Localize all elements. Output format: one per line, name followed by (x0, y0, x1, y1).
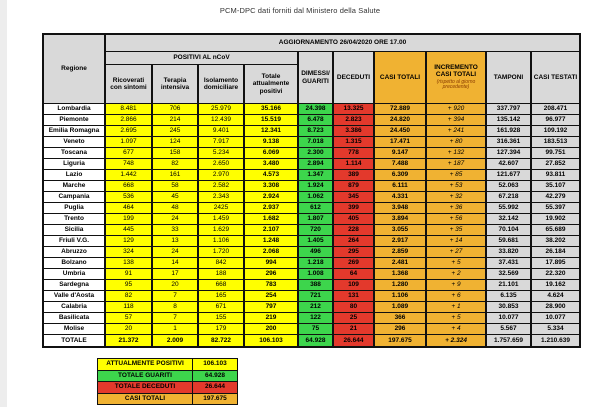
casi-totali-cell: 2.859 (374, 247, 426, 258)
dimessi-guariti-cell: 721 (298, 291, 333, 302)
dimessi-guariti-cell: 64.928 (298, 335, 333, 347)
totale-positivi-cell: 797 (244, 302, 298, 313)
terapia-intensiva-cell: 2.009 (152, 335, 198, 347)
casi-testati-cell: 55.397 (531, 203, 580, 214)
dimessi-guariti-cell: 1.807 (298, 214, 333, 225)
deceduti-cell: 228 (333, 225, 374, 236)
ricoverati-cell: 118 (105, 302, 152, 313)
tamponi-cell: 121.677 (486, 170, 531, 181)
table-row (43, 126, 580, 137)
casi-testati-cell: 65.689 (531, 225, 580, 236)
casi-testati-cell: 22.320 (531, 269, 580, 280)
totale-positivi-cell: 783 (244, 280, 298, 291)
terapia-intensiva-cell: 8 (152, 302, 198, 313)
terapia-intensiva-cell: 214 (152, 115, 198, 126)
table-row (43, 280, 580, 291)
terapia-intensiva-cell: 82 (152, 159, 198, 170)
ricoverati-cell: 668 (105, 181, 152, 192)
dimessi-guariti-cell: 612 (298, 203, 333, 214)
isolamento-cell: 2.343 (198, 192, 244, 203)
table-row (43, 137, 580, 148)
isolamento-cell: 1.106 (198, 236, 244, 247)
casi-testati-cell: 28.900 (531, 302, 580, 313)
casi-totali-header: CASI TOTALI (374, 52, 426, 104)
isolamento-cell: 9.401 (198, 126, 244, 137)
incremento-cell: + 187 (426, 159, 486, 170)
table-row (43, 192, 580, 203)
summary-row (98, 382, 238, 394)
isolamento-cell: 842 (198, 258, 244, 269)
table-row (43, 313, 580, 324)
region-name: Toscana (43, 148, 105, 159)
dimessi-guariti-cell: 1.924 (298, 181, 333, 192)
ricoverati-cell: 2.695 (105, 126, 152, 137)
incremento-cell: + 53 (426, 181, 486, 192)
terapia-intensiva-cell: 33 (152, 225, 198, 236)
table-row (43, 302, 580, 313)
isolamento-cell: 1.629 (198, 225, 244, 236)
summary-label: TOTALE DECEDUTI (98, 382, 193, 394)
totale-positivi-cell: 2.937 (244, 203, 298, 214)
totale-positivi-cell: 1.682 (244, 214, 298, 225)
tamponi-cell: 21.101 (486, 280, 531, 291)
region-name: Friuli V.G. (43, 236, 105, 247)
terapia-intensiva-cell: 20 (152, 280, 198, 291)
region-name: Abruzzo (43, 247, 105, 258)
ricoverati-cell: 20 (105, 324, 152, 335)
casi-testati-cell: 42.279 (531, 192, 580, 203)
table-row (43, 236, 580, 247)
casi-testati-header: CASI TESTATI (531, 52, 580, 104)
region-name: Sardegna (43, 280, 105, 291)
deceduti-cell: 399 (333, 203, 374, 214)
dimessi-guariti-cell: 7.018 (298, 137, 333, 148)
deceduti-cell: 13.325 (333, 104, 374, 115)
deceduti-cell: 1.315 (333, 137, 374, 148)
deceduti-cell: 26.644 (333, 335, 374, 347)
terapia-intensiva-cell: 161 (152, 170, 198, 181)
totale-positivi-cell: 2.924 (244, 192, 298, 203)
casi-testati-cell: 27.852 (531, 159, 580, 170)
table-row (43, 324, 580, 335)
incremento-cell: + 36 (426, 203, 486, 214)
casi-testati-cell: 109.192 (531, 126, 580, 137)
region-name: Emilia Romagna (43, 126, 105, 137)
table-row (43, 148, 580, 159)
casi-totali-cell: 6.309 (374, 170, 426, 181)
casi-testati-cell: 5.334 (531, 324, 580, 335)
dimessi-guariti-cell: 1.347 (298, 170, 333, 181)
region-name: Trento (43, 214, 105, 225)
total-row (43, 335, 580, 347)
totale-positivi-cell: 3.308 (244, 181, 298, 192)
summary-row (98, 393, 238, 405)
terapia-intensiva-cell: 124 (152, 137, 198, 148)
region-name: Sicilia (43, 225, 105, 236)
incremento-cell: + 1 (426, 302, 486, 313)
dimessi-guariti-cell: 496 (298, 247, 333, 258)
region-name: Molise (43, 324, 105, 335)
incremento-cell: + 241 (426, 126, 486, 137)
summary-body (98, 359, 238, 405)
tamponi-cell: 127.394 (486, 148, 531, 159)
casi-totali-cell: 2.917 (374, 236, 426, 247)
casi-testati-cell: 99.751 (531, 148, 580, 159)
summary-label: TOTALE GUARITI (98, 370, 193, 382)
deceduti-cell: 778 (333, 148, 374, 159)
page-title: PCM-DPC dati forniti dal Ministero della Salute (219, 6, 381, 15)
totale-positivi-cell: 3.480 (244, 159, 298, 170)
table-row (43, 258, 580, 269)
casi-testati-cell: 19.162 (531, 280, 580, 291)
dimessi-guariti-cell: 1.405 (298, 236, 333, 247)
terapia-intensiva-cell: 14 (152, 258, 198, 269)
isolamento-cell: 2.970 (198, 170, 244, 181)
casi-testati-cell: 93.811 (531, 170, 580, 181)
totale-positivi-cell: 296 (244, 269, 298, 280)
isolamento-cell: 1.720 (198, 247, 244, 258)
deceduti-cell: 3.386 (333, 126, 374, 137)
dimessi-guariti-cell: 720 (298, 225, 333, 236)
incremento-cell: + 56 (426, 214, 486, 225)
isolamento-cell: 5.234 (198, 148, 244, 159)
ricoverati-cell: 445 (105, 225, 152, 236)
table-row (43, 170, 580, 181)
region-name: Marche (43, 181, 105, 192)
dimessi-guariti-cell: 1.008 (298, 269, 333, 280)
summary-value: 197.675 (193, 393, 238, 405)
incremento-header (426, 52, 486, 104)
positivi-group-header: POSITIVI AL nCoV (105, 52, 298, 65)
casi-totali-cell: 3.055 (374, 225, 426, 236)
isolamento-cell: 668 (198, 280, 244, 291)
summary-label: ATTUALMENTE POSITIVI (98, 359, 193, 371)
incremento-cell: + 85 (426, 170, 486, 181)
summary-value: 64.928 (193, 370, 238, 382)
terapia-intensiva-cell: 48 (152, 203, 198, 214)
tamponi-cell: 67.218 (486, 192, 531, 203)
table-row (43, 203, 580, 214)
deceduti-cell: 405 (333, 214, 374, 225)
deceduti-cell: 295 (333, 247, 374, 258)
tamponi-cell: 70.104 (486, 225, 531, 236)
region-name: Lombardia (43, 104, 105, 115)
incremento-cell: + 5 (426, 258, 486, 269)
isolamento-cell: 82.722 (198, 335, 244, 347)
totale-positivi-cell: 15.519 (244, 115, 298, 126)
casi-totali-cell: 1.089 (374, 302, 426, 313)
terapia-intensiva-cell: 7 (152, 313, 198, 324)
ricoverati-cell: 57 (105, 313, 152, 324)
summary-value: 26.644 (193, 382, 238, 394)
deceduti-cell: 64 (333, 269, 374, 280)
table-row (43, 181, 580, 192)
casi-totali-cell: 1.106 (374, 291, 426, 302)
dimessi-guariti-cell: 1.218 (298, 258, 333, 269)
isolamento-cell: 25.979 (198, 104, 244, 115)
table-row (43, 115, 580, 126)
dimessi-guariti-cell: 6.478 (298, 115, 333, 126)
tamponi-cell: 337.797 (486, 104, 531, 115)
incremento-cell: + 80 (426, 137, 486, 148)
casi-testati-cell: 10.077 (531, 313, 580, 324)
isolamento-cell: 188 (198, 269, 244, 280)
ricoverati-header: Ricoverati con sintomi (105, 65, 152, 104)
summary-row (98, 359, 238, 371)
tamponi-header: TAMPONI (486, 52, 531, 104)
terapia-intensiva-cell: 24 (152, 214, 198, 225)
casi-totali-cell: 4.331 (374, 192, 426, 203)
incremento-cell: + 14 (426, 236, 486, 247)
region-name: Valle d'Aosta (43, 291, 105, 302)
ricoverati-cell: 2.866 (105, 115, 152, 126)
casi-totali-cell: 7.488 (374, 159, 426, 170)
totale-positivi-cell: 12.341 (244, 126, 298, 137)
incremento-cell: + 6 (426, 291, 486, 302)
casi-testati-cell: 38.202 (531, 236, 580, 247)
ricoverati-cell: 82 (105, 291, 152, 302)
incremento-header-note: (rispetto al giorno precedente) (436, 78, 476, 91)
casi-totali-cell: 1.280 (374, 280, 426, 291)
ricoverati-cell: 21.372 (105, 335, 152, 347)
tamponi-cell: 1.757.659 (486, 335, 531, 347)
casi-totali-cell: 296 (374, 324, 426, 335)
tamponi-cell: 10.077 (486, 313, 531, 324)
tamponi-cell: 135.142 (486, 115, 531, 126)
deceduti-cell: 264 (333, 236, 374, 247)
ricoverati-cell: 138 (105, 258, 152, 269)
deceduti-header: DECEDUTI (333, 52, 374, 104)
dimessi-guariti-cell: 8.723 (298, 126, 333, 137)
terapia-intensiva-cell: 17 (152, 269, 198, 280)
ricoverati-cell: 8.481 (105, 104, 152, 115)
terapia-intensiva-cell: 158 (152, 148, 198, 159)
casi-totali-cell: 9.147 (374, 148, 426, 159)
casi-totali-cell: 197.675 (374, 335, 426, 347)
totale-positivi-cell: 2.068 (244, 247, 298, 258)
terapia-intensiva-cell: 24 (152, 247, 198, 258)
casi-totali-cell: 24.450 (374, 126, 426, 137)
incremento-cell: + 27 (426, 247, 486, 258)
incremento-header-label: INCREMENTO CASI TOTALI (434, 63, 478, 79)
casi-testati-cell: 96.977 (531, 115, 580, 126)
region-name: Veneto (43, 137, 105, 148)
incremento-cell: + 132 (426, 148, 486, 159)
ricoverati-cell: 677 (105, 148, 152, 159)
totale-positivi-cell: 2.107 (244, 225, 298, 236)
isolamento-cell: 165 (198, 291, 244, 302)
deceduti-cell: 80 (333, 302, 374, 313)
casi-totali-cell: 6.111 (374, 181, 426, 192)
table-row (43, 269, 580, 280)
deceduti-cell: 269 (333, 258, 374, 269)
deceduti-cell: 879 (333, 181, 374, 192)
totale-positivi-cell: 254 (244, 291, 298, 302)
page-edge (0, 0, 7, 407)
tamponi-cell: 32.569 (486, 269, 531, 280)
totale-positivi-header: Totale attualmente positivi (244, 65, 298, 104)
ricoverati-cell: 91 (105, 269, 152, 280)
dimessi-guariti-cell: 24.398 (298, 104, 333, 115)
ricoverati-cell: 748 (105, 159, 152, 170)
casi-testati-cell: 4.624 (531, 291, 580, 302)
summary-row (98, 370, 238, 382)
deceduti-cell: 131 (333, 291, 374, 302)
tamponi-cell: 59.681 (486, 236, 531, 247)
ricoverati-cell: 1.442 (105, 170, 152, 181)
deceduti-cell: 1.114 (333, 159, 374, 170)
terapia-intensiva-cell: 7 (152, 291, 198, 302)
terapia-intensiva-cell: 45 (152, 192, 198, 203)
casi-totali-cell: 17.471 (374, 137, 426, 148)
ricoverati-cell: 324 (105, 247, 152, 258)
dimessi-guariti-cell: 212 (298, 302, 333, 313)
table-row (43, 225, 580, 236)
terapia-intensiva-cell: 13 (152, 236, 198, 247)
totale-positivi-cell: 994 (244, 258, 298, 269)
totale-positivi-cell: 6.069 (244, 148, 298, 159)
dimessi-guariti-cell: 75 (298, 324, 333, 335)
casi-totali-cell: 24.820 (374, 115, 426, 126)
table-body (43, 104, 580, 347)
tamponi-cell: 161.928 (486, 126, 531, 137)
region-name: Piemonte (43, 115, 105, 126)
dimessi-guariti-cell: 388 (298, 280, 333, 291)
dimessi-guariti-cell: 122 (298, 313, 333, 324)
incremento-cell: + 2.324 (426, 335, 486, 347)
isolamento-header: Isolamento domiciliare (198, 65, 244, 104)
ricoverati-cell: 1.097 (105, 137, 152, 148)
casi-totali-cell: 3.948 (374, 203, 426, 214)
casi-totali-cell: 3.894 (374, 214, 426, 225)
region-name: Basilicata (43, 313, 105, 324)
tamponi-cell: 316.361 (486, 137, 531, 148)
tamponi-cell: 5.567 (486, 324, 531, 335)
region-name: Puglia (43, 203, 105, 214)
isolamento-cell: 2.582 (198, 181, 244, 192)
summary-value: 106.103 (193, 359, 238, 371)
casi-testati-cell: 35.107 (531, 181, 580, 192)
casi-testati-cell: 19.902 (531, 214, 580, 225)
casi-totali-cell: 366 (374, 313, 426, 324)
totale-positivi-cell: 35.166 (244, 104, 298, 115)
totale-positivi-cell: 1.248 (244, 236, 298, 247)
tamponi-cell: 33.820 (486, 247, 531, 258)
table-row (43, 247, 580, 258)
casi-totali-cell: 2.481 (374, 258, 426, 269)
isolamento-cell: 1.459 (198, 214, 244, 225)
table-row (43, 214, 580, 225)
region-name: Lazio (43, 170, 105, 181)
totale-positivi-cell: 106.103 (244, 335, 298, 347)
dimessi-guariti-cell: 2.894 (298, 159, 333, 170)
incremento-cell: + 9 (426, 280, 486, 291)
deceduti-cell: 389 (333, 170, 374, 181)
region-column-header: Regione (43, 34, 105, 104)
incremento-cell: + 35 (426, 225, 486, 236)
casi-testati-cell: 1.210.639 (531, 335, 580, 347)
totale-positivi-cell: 200 (244, 324, 298, 335)
tamponi-cell: 37.431 (486, 258, 531, 269)
tamponi-cell: 55.992 (486, 203, 531, 214)
ricoverati-cell: 199 (105, 214, 152, 225)
summary-label: CASI TOTALI (98, 393, 193, 405)
incremento-cell: + 32 (426, 192, 486, 203)
casi-testati-cell: 17.895 (531, 258, 580, 269)
casi-testati-cell: 183.513 (531, 137, 580, 148)
casi-totali-cell: 1.368 (374, 269, 426, 280)
incremento-cell: + 4 (426, 324, 486, 335)
summary-table (97, 358, 238, 405)
casi-testati-cell: 26.184 (531, 247, 580, 258)
totale-positivi-cell: 4.573 (244, 170, 298, 181)
tamponi-cell: 30.853 (486, 302, 531, 313)
region-name: Liguria (43, 159, 105, 170)
terapia-intensiva-cell: 58 (152, 181, 198, 192)
incremento-cell: + 2 (426, 269, 486, 280)
table-row (43, 104, 580, 115)
region-name: Calabria (43, 302, 105, 313)
region-name: Umbria (43, 269, 105, 280)
incremento-cell: + 5 (426, 313, 486, 324)
dimessi-guariti-cell: 2.300 (298, 148, 333, 159)
tamponi-cell: 52.063 (486, 181, 531, 192)
ricoverati-cell: 464 (105, 203, 152, 214)
terapia-intensiva-cell: 706 (152, 104, 198, 115)
isolamento-cell: 155 (198, 313, 244, 324)
incremento-cell: + 920 (426, 104, 486, 115)
covid-regions-table (42, 33, 581, 348)
update-banner: AGGIORNAMENTO 26/04/2020 ORE 17.00 (105, 34, 580, 52)
deceduti-cell: 21 (333, 324, 374, 335)
isolamento-cell: 2425 (198, 203, 244, 214)
terapia-intensiva-cell: 1 (152, 324, 198, 335)
tamponi-cell: 42.607 (486, 159, 531, 170)
deceduti-cell: 2.823 (333, 115, 374, 126)
totale-positivi-cell: 9.138 (244, 137, 298, 148)
isolamento-cell: 179 (198, 324, 244, 335)
terapia-intensiva-cell: 245 (152, 126, 198, 137)
isolamento-cell: 671 (198, 302, 244, 313)
deceduti-cell: 109 (333, 280, 374, 291)
isolamento-cell: 7.917 (198, 137, 244, 148)
totale-positivi-cell: 219 (244, 313, 298, 324)
ricoverati-cell: 536 (105, 192, 152, 203)
region-name: Bolzano (43, 258, 105, 269)
total-label: TOTALE (43, 335, 105, 347)
ricoverati-cell: 95 (105, 280, 152, 291)
deceduti-cell: 25 (333, 313, 374, 324)
tamponi-cell: 6.135 (486, 291, 531, 302)
deceduti-cell: 345 (333, 192, 374, 203)
terapia-intensiva-header: Terapia intensiva (152, 65, 198, 104)
casi-totali-cell: 72.889 (374, 104, 426, 115)
tamponi-cell: 32.142 (486, 214, 531, 225)
table-row (43, 291, 580, 302)
dimessi-guariti-cell: 1.062 (298, 192, 333, 203)
casi-testati-cell: 208.471 (531, 104, 580, 115)
isolamento-cell: 2.650 (198, 159, 244, 170)
ricoverati-cell: 129 (105, 236, 152, 247)
region-name: Campania (43, 192, 105, 203)
isolamento-cell: 12.439 (198, 115, 244, 126)
incremento-cell: + 394 (426, 115, 486, 126)
dimessi-guariti-header: DIMESSI/ GUARITI (298, 52, 333, 104)
table-row (43, 159, 580, 170)
